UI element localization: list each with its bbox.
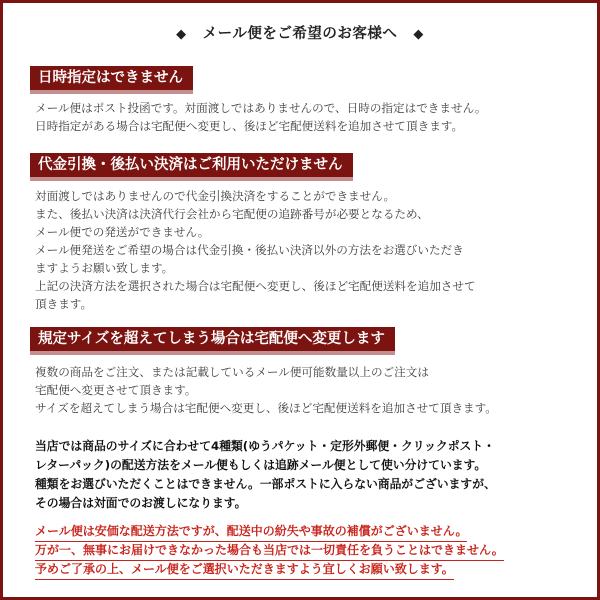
- section-2-line: ますようお願い致します。: [35, 261, 174, 275]
- section-heading-no-date-time: 日時指定はできません: [30, 66, 193, 90]
- warning-line: 万が一、無事にお届けできなかった場合も当店では一切責任を負うことはできません。: [35, 543, 504, 561]
- page-title-text: メール便をご希望のお客様へ: [202, 26, 398, 42]
- section-3-line: サイズを超えてしまう場合は宅配便へ変更し、後ほど宅配便送料を追加させて頂きます。: [35, 401, 497, 415]
- section-2-line: メール便発送をご希望の場合は代金引換・後払い決済以外の方法をお選びいただき: [35, 243, 464, 257]
- shipping-methods-line: レターパック)の配送方法をメール便もしくは追跡メール便として使い分けています。: [35, 458, 487, 472]
- section-heading-size-limit: 規定サイズを超えてしまう場合は宅配便へ変更します: [30, 327, 395, 351]
- warning-line: 予めご了承の上、メール便をご選択いただきますよう宜しくお願い致します。: [35, 562, 454, 580]
- section-3-line: 宅配便へ変更させて頂きます。: [35, 383, 197, 397]
- shipping-methods-line: その場合は対面でのお渡しになります。: [35, 496, 247, 510]
- shipping-methods-line: 当店では商品のサイズに合わせて4種類(ゆうパケット・定形外郵便・クリックポスト・: [35, 439, 495, 453]
- section-2-line: また、後払い決済は決済代行会社から宅配便の追跡番号が必要となるため、: [35, 207, 429, 221]
- section-2-line: 頂きます。: [35, 297, 93, 311]
- diamond-left-icon: ◆: [176, 27, 187, 42]
- section-heading-no-cod-deferred: 代金引換・後払い決済はご利用いただけません: [30, 153, 353, 177]
- page-title: [3, 22, 597, 43]
- warning-line: メール便は安価な配送方法ですが、配送中の紛失や事故の補償がございません。: [35, 524, 467, 542]
- shipping-methods-line: 種類をお選びいただくことはできません。一部ポストに入らない商品がございますが、: [35, 477, 496, 491]
- section-2-line: メール便での発送ができません。: [35, 225, 210, 239]
- section-1-line: メール便はポスト投函です。対面渡しではありませんので、日時の指定はできません。: [35, 101, 487, 115]
- section-2-line: 対面渡しではありませんので代金引換決済をすることができません。: [35, 189, 396, 203]
- section-3-line: 複数の商品をご注文、または記載しているメール便可能数量以上のご注文は: [35, 365, 429, 379]
- section-1-line: 日時指定がある場合は宅配便へ変更し、後ほど宅配便送料を追加させて頂きます。: [35, 119, 464, 133]
- diamond-right-icon: ◆: [413, 27, 424, 42]
- section-2-line: 上記の決済方法を選択された場合は宅配便へ変更し、後ほど宅配便送料を追加させて: [35, 279, 476, 293]
